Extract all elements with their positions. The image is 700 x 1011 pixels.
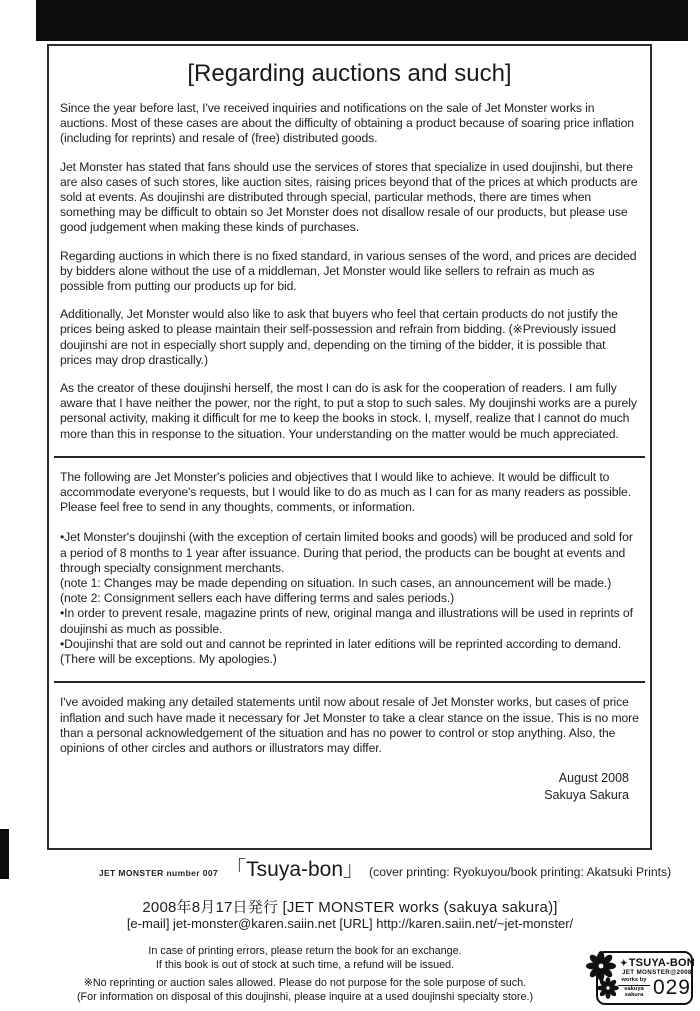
- policy-note: (There will be exceptions. My apologies.): [60, 652, 277, 667]
- footer-note: In case of printing errors, please return the book for an exchange.: [148, 945, 462, 957]
- badge-page-number: 029: [652, 976, 691, 1000]
- auction-notice-box: [47, 44, 652, 850]
- notice-paragraph: Since the year before last, I've received inquiries and notifications on the sale of Jet Monster works in auctions. Most of these cases are about the difficulty of obtaining a product because of soaring price inflation (including for reprints) and resale of (free) distributed goods.: [60, 101, 634, 146]
- scan-black-band: [36, 0, 688, 41]
- policy-list: [60, 530, 639, 667]
- contact-line: [e-mail] jet-monster@karen.saiin.net [URL] http://karen.saiin.net/~jet-monster/: [126, 916, 574, 931]
- policy-note: (note 1: Changes may be made depending on situation. In such cases, an announcement will be made.): [60, 576, 612, 591]
- chrysanthemum-flower-icon: [583, 950, 623, 1011]
- policy-item: •In order to prevent resale, magazine prints of new, original manga and illustrations will be used in reprints of doujinshi as much as possible.: [60, 606, 633, 636]
- badge-author: sakuya sakura: [624, 985, 644, 998]
- book-title: 「Tsuya-bon」: [225, 858, 365, 881]
- footer-note: If this book is out of stock at such time, a refund will be issued.: [155, 959, 455, 972]
- series-label: JET MONSTER number 007: [98, 868, 219, 878]
- policy-note: (note 2: Consignment sellers each have differing terms and sales periods.): [60, 591, 455, 606]
- notice-paragraph: Jet Monster has stated that fans should use the services of stores that specialize in used doujinshi, but there are also cases of such stores, like auction sites, raising prices beyond that of the prices at which products are sold at events. As doujinshi are distributed through special, particular methods, there are times when something may be difficult to obtain so Jet Monster does not disallow resale of our products, but please use good judgement when making these kinds of purchases.: [60, 159, 638, 235]
- diamond-icon: ✦: [620, 958, 628, 968]
- closing-paragraph: I've avoided making any detailed statements until now about resale of Jet Monster works, but cases of price inflation and such have made it necessary for Jet Monster to take a clear stance on the issue. This is no more than a personal acknowledgement of the situation and has no power to control or stop anything. Also, the opinions of other circles and authors or illustrators may differ.: [60, 695, 639, 755]
- footer-note: (For information on disposal of this doujinshi, please inquire at a used doujinshi specialty store.): [76, 990, 534, 1003]
- footer-notes: [15, 944, 595, 1004]
- printing-note: (cover printing: Ryokuyou/book printing: Akatsuki Prints): [369, 865, 672, 879]
- badge-title-row: [620, 957, 695, 969]
- policy-item: •Doujinshi that are sold out and cannot be reprinted in later editions will be reprinted according to demand.: [60, 636, 622, 651]
- badge-credit-row: [618, 977, 691, 999]
- badge-works-by: works by: [618, 977, 650, 986]
- notice-title: [Regarding auctions and such]: [187, 60, 512, 87]
- signoff-date: August 2008: [558, 771, 629, 786]
- badge-title: TSUYA-BON: [628, 957, 695, 969]
- notice-paragraph: As the creator of these doujinshi herself, the most I can do is ask for the cooperation of readers. I am fully aware that I have neither the power, nor the right, to put a stop to such sales. My doujinshi works are a purely personal activity, making it difficult for me to keep the books in stock. I, myself, realize that I cannot do much more than this in response to the situation. Your understanding on the matter would be much appreciated.: [60, 381, 637, 441]
- footer-note: ※No reprinting or auction sales allowed. Please do not purpose for the sole purpose of such.: [83, 976, 527, 989]
- signoff: [60, 770, 639, 803]
- notice-paragraph: Additionally, Jet Monster would also like to ask that buyers who feel that certain products do not justify the prices being asked to please maintain their self-possession and refrain from bidding. (※Previously issued doujinshi are not in especially short supply and, depending on the timing of the bidder, it is possible that prices may drop drastically.): [60, 307, 618, 367]
- notice-paragraph: Regarding auctions in which there is no fixed standard, in various senses of the word, and prices are decided by bidders alone without the use of a middleman, Jet Monster would like sellers to refrain as much as possible from putting our products up for bid.: [60, 248, 637, 294]
- section-divider: [54, 456, 645, 458]
- scan-black-edge-artifact: [0, 829, 9, 879]
- section-divider: [54, 681, 645, 683]
- signoff-name: Sakuya Sakura: [544, 787, 629, 802]
- badge-subtitle: JET MONSTER@2008: [622, 969, 692, 976]
- tsuya-bon-badge: [596, 951, 693, 1005]
- colophon-title-line: [70, 853, 700, 883]
- publication-line: 2008年8月17日発行 [JET MONSTER works (sakuya sakura)]: [142, 899, 558, 916]
- policies-intro: The following are Jet Monster's policies and objectives that I would like to achieve. It would be difficult to accommodate everyone's requests, but I would like to do as much as I can for as many readers as possible. Please feel free to send in any thoughts, comments, or information.: [60, 469, 632, 515]
- policy-item: •Jet Monster's doujinshi (with the exception of certain limited books and goods) will be produced and sold for a period of 8 months to 1 year after issuance. During that period, the products can be bought at events and through specialty consignment merchants.: [60, 530, 633, 575]
